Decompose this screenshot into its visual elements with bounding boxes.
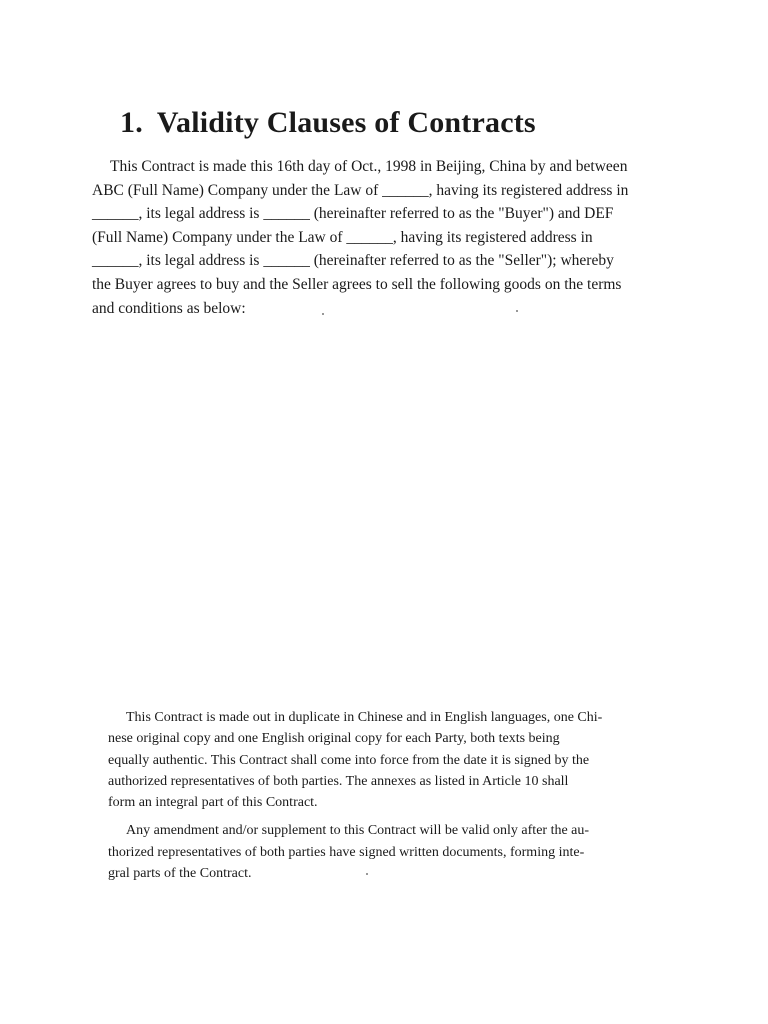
paragraph-line: ______, its legal address is ______ (hereinafter referred to as the "Seller"); whereby	[92, 252, 614, 270]
paragraph-line: This Contract is made this 16th day of Oct., 1998 in Beijing, China by and between	[110, 158, 628, 175]
closing-section	[108, 707, 668, 884]
paragraph-line: the Buyer agrees to buy and the Seller agrees to sell the following goods on the terms	[92, 275, 622, 293]
intro-paragraph	[92, 155, 692, 320]
paragraph-line: ABC (Full Name) Company under the Law of ______, having its registered address in	[92, 181, 629, 199]
duplicate-clause-paragraph	[108, 707, 668, 813]
scan-speck	[322, 313, 324, 315]
page-title	[120, 106, 536, 140]
scan-speck	[366, 873, 368, 875]
paragraph-line: thorized representatives of both parties have signed written documents, forming inte-	[108, 844, 585, 860]
paragraph-line: ______, its legal address is ______ (hereinafter referred to as the "Buyer") and DEF	[92, 205, 614, 223]
paragraph-line: Any amendment and/or supplement to this Contract will be valid only after the au-	[126, 823, 590, 839]
paragraph-line: and conditions as below:	[92, 299, 246, 317]
paragraph-line: nese original copy and one English original copy for each Party, both texts being	[108, 731, 560, 747]
paragraph-line: This Contract is made out in duplicate in Chinese and in English languages, one Chi-	[126, 710, 603, 725]
paragraph-gap	[108, 813, 668, 820]
scan-speck	[516, 310, 518, 312]
paragraph-line: (Full Name) Company under the Law of ______, having its registered address in	[92, 228, 593, 246]
amendment-clause-paragraph	[108, 820, 668, 884]
paragraph-line: form an integral part of this Contract.	[108, 795, 318, 811]
paragraph-line: gral parts of the Contract.	[108, 866, 252, 882]
paragraph-line: equally authentic. This Contract shall come into force from the date it is signed by the	[108, 752, 590, 768]
paragraph-line: authorized representatives of both parties. The annexes as listed in Article 10 shall	[108, 773, 569, 789]
section-number: 1.	[120, 106, 143, 139]
section-title: Validity Clauses of Contracts	[156, 106, 536, 139]
